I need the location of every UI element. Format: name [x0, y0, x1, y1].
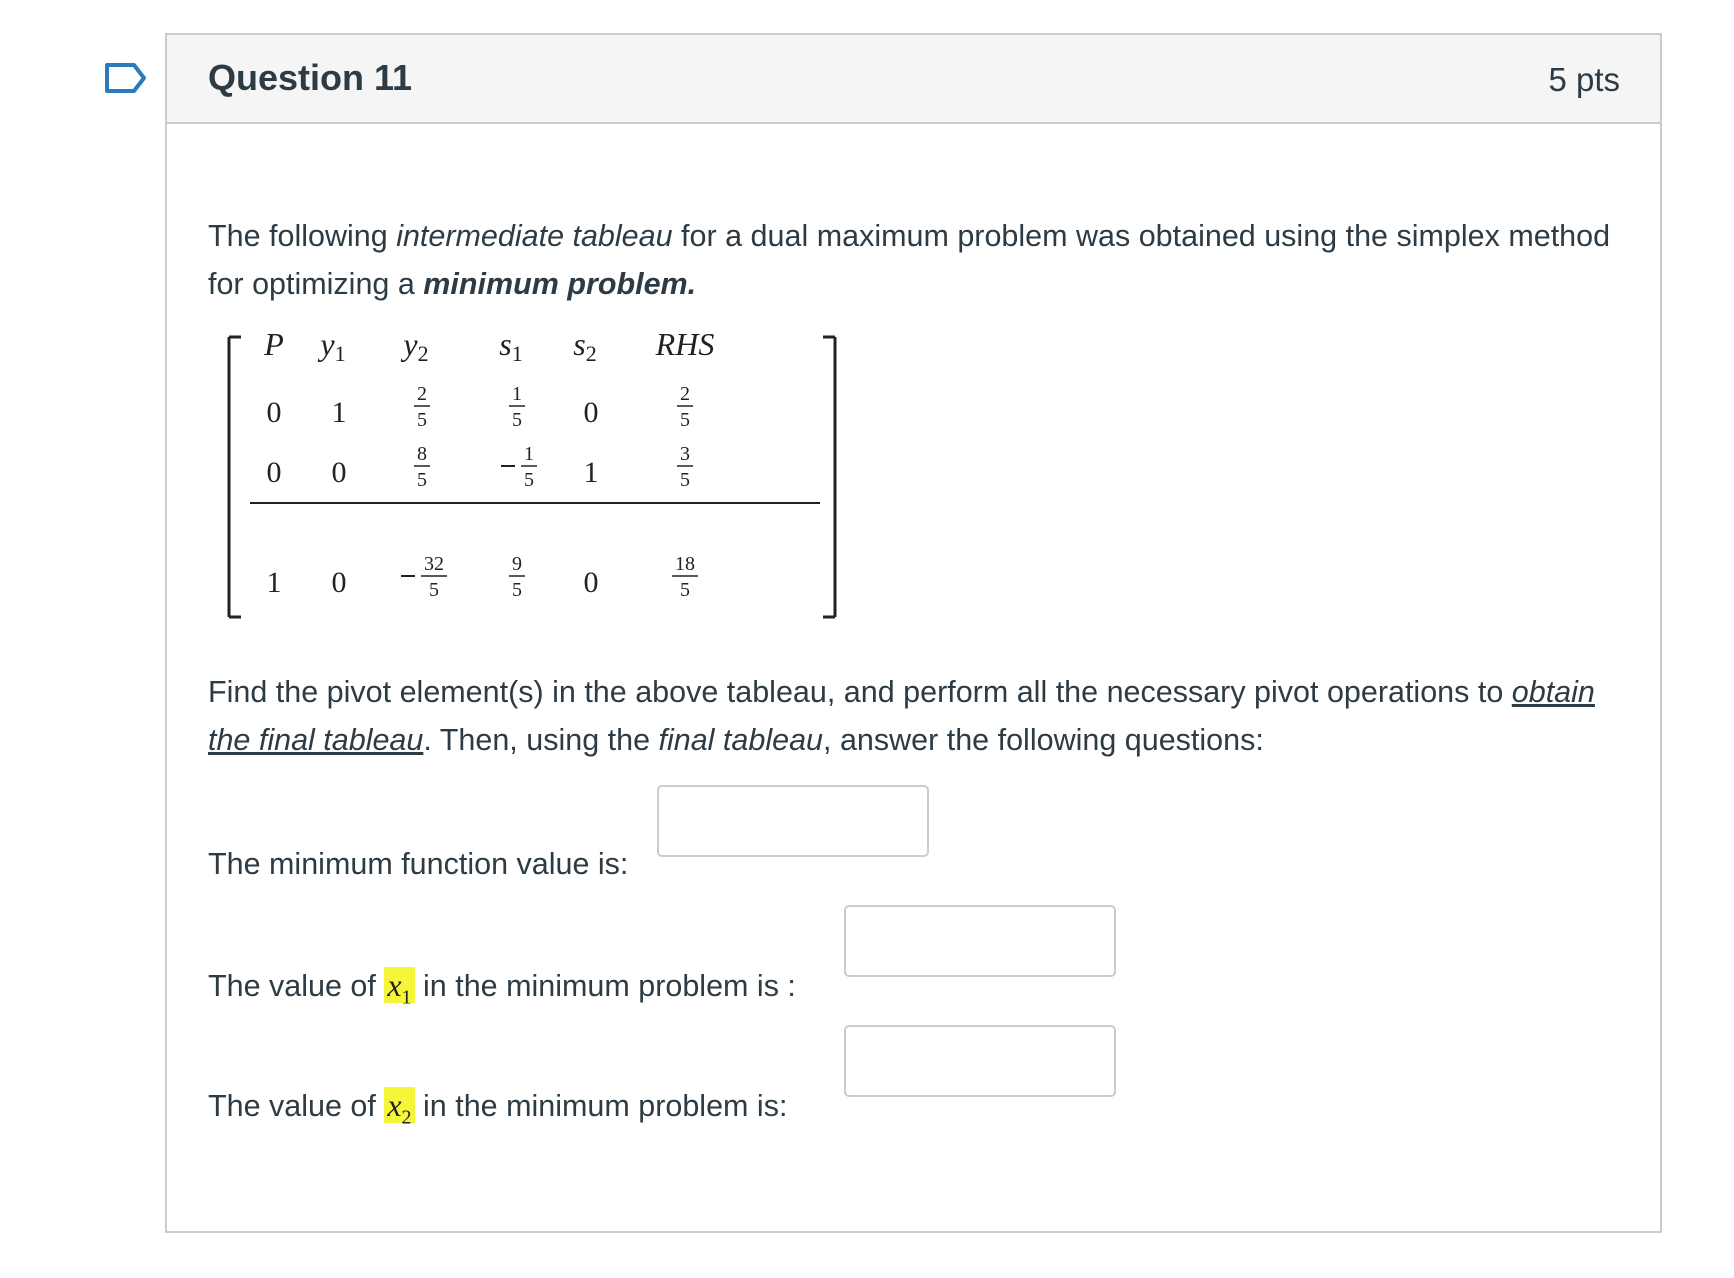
svg-text:3: 3 — [680, 443, 690, 465]
svg-text:9: 9 — [512, 553, 522, 575]
left-bracket — [229, 337, 241, 617]
tableau-header-1: y1 — [320, 326, 346, 366]
svg-text:5: 5 — [429, 579, 439, 601]
instr-part1: Find the pivot element(s) in the above tableau, and perform all the necessary pivot operations to — [208, 675, 1512, 709]
instr-part3: . Then, using the — [423, 723, 659, 757]
svg-text:5: 5 — [524, 469, 534, 491]
x2-value-input[interactable] — [844, 1025, 1116, 1097]
tableau-cell-r1-c4: 1 — [583, 456, 599, 489]
svg-text:8: 8 — [417, 443, 427, 465]
intro-part1: The following — [208, 219, 397, 253]
min-value-input[interactable] — [657, 785, 929, 857]
tableau-cell-r2-c0: 1 — [266, 566, 282, 599]
question-header — [167, 35, 1660, 124]
tableau-cell-r0-c4: 0 — [583, 396, 599, 429]
x2-label-after: in the minimum problem is: — [414, 1089, 788, 1123]
svg-text:5: 5 — [512, 579, 522, 601]
simplex-tableau — [207, 325, 857, 685]
tableau-cell-r0-c5 — [677, 383, 693, 431]
x1-label-after: in the minimum problem is : — [414, 969, 796, 1003]
question-card — [165, 33, 1662, 1233]
tableau-cell-r1-c5 — [677, 443, 693, 491]
svg-text:5: 5 — [512, 409, 522, 431]
svg-text:32: 32 — [424, 553, 444, 575]
x1-value-input[interactable] — [844, 905, 1116, 977]
instructions-text — [208, 668, 1628, 764]
svg-text:1: 1 — [524, 443, 534, 465]
svg-text:5: 5 — [417, 469, 427, 491]
tableau-cell-r0-c1: 1 — [331, 396, 347, 429]
tableau-cell-r0-c2 — [414, 383, 430, 431]
tableau-cell-r2-c1: 0 — [331, 566, 347, 599]
svg-text:2: 2 — [680, 383, 690, 405]
intro-bold: minimum problem. — [423, 267, 697, 301]
instr-part5: , answer the following questions: — [823, 723, 1264, 757]
tableau-cell-r1-c3 — [501, 443, 537, 491]
tableau-header-3: s1 — [499, 326, 523, 366]
svg-text:5: 5 — [680, 409, 690, 431]
tableau-cell-r1-c2 — [414, 443, 430, 491]
tableau-header-0: P — [264, 326, 284, 362]
question-points: 5 pts — [1548, 61, 1620, 98]
tableau-cell-r2-c5 — [672, 553, 698, 601]
tableau-header-2: y2 — [403, 326, 429, 366]
tableau-cell-r2-c3 — [509, 553, 525, 601]
tableau-cell-r1-c0: 0 — [266, 456, 282, 489]
intro-italic: intermediate tableau — [396, 219, 673, 253]
min-value-label: The minimum function value is: — [208, 847, 629, 881]
intro-part3: for a dual maximum problem was obtained using the simplex method for optimizing a — [208, 219, 1611, 301]
tableau-header-4: s2 — [573, 326, 597, 366]
x1-variable: $x_1$ — [384, 967, 414, 1003]
x2-label — [208, 1087, 787, 1129]
instr-italic: final tableau — [658, 723, 823, 757]
bookmark-flag-icon[interactable] — [104, 62, 148, 94]
svg-text:5: 5 — [417, 409, 427, 431]
tableau-header-5: RHS — [655, 326, 715, 362]
tableau-cell-r0-c3 — [509, 383, 525, 431]
question-title: Question 11 — [208, 57, 413, 98]
tableau-cell-r2-c2 — [401, 553, 447, 601]
x2-variable: $x_2$ — [384, 1087, 414, 1123]
intro-text — [208, 212, 1628, 308]
right-bracket — [823, 337, 835, 617]
x2-label-before: The value of — [208, 1089, 385, 1123]
svg-text:2: 2 — [417, 383, 427, 405]
tableau-cell-r2-c4: 0 — [583, 566, 599, 599]
svg-text:1: 1 — [512, 383, 522, 405]
x1-label — [208, 967, 796, 1009]
tableau-cell-r0-c0: 0 — [266, 396, 282, 429]
x1-label-before: The value of — [208, 969, 385, 1003]
tableau-cell-r1-c1: 0 — [331, 456, 347, 489]
svg-text:5: 5 — [680, 469, 690, 491]
svg-text:5: 5 — [680, 579, 690, 601]
svg-text:18: 18 — [675, 553, 695, 575]
instr-underlined: obtain the final tableau — [208, 675, 1595, 757]
